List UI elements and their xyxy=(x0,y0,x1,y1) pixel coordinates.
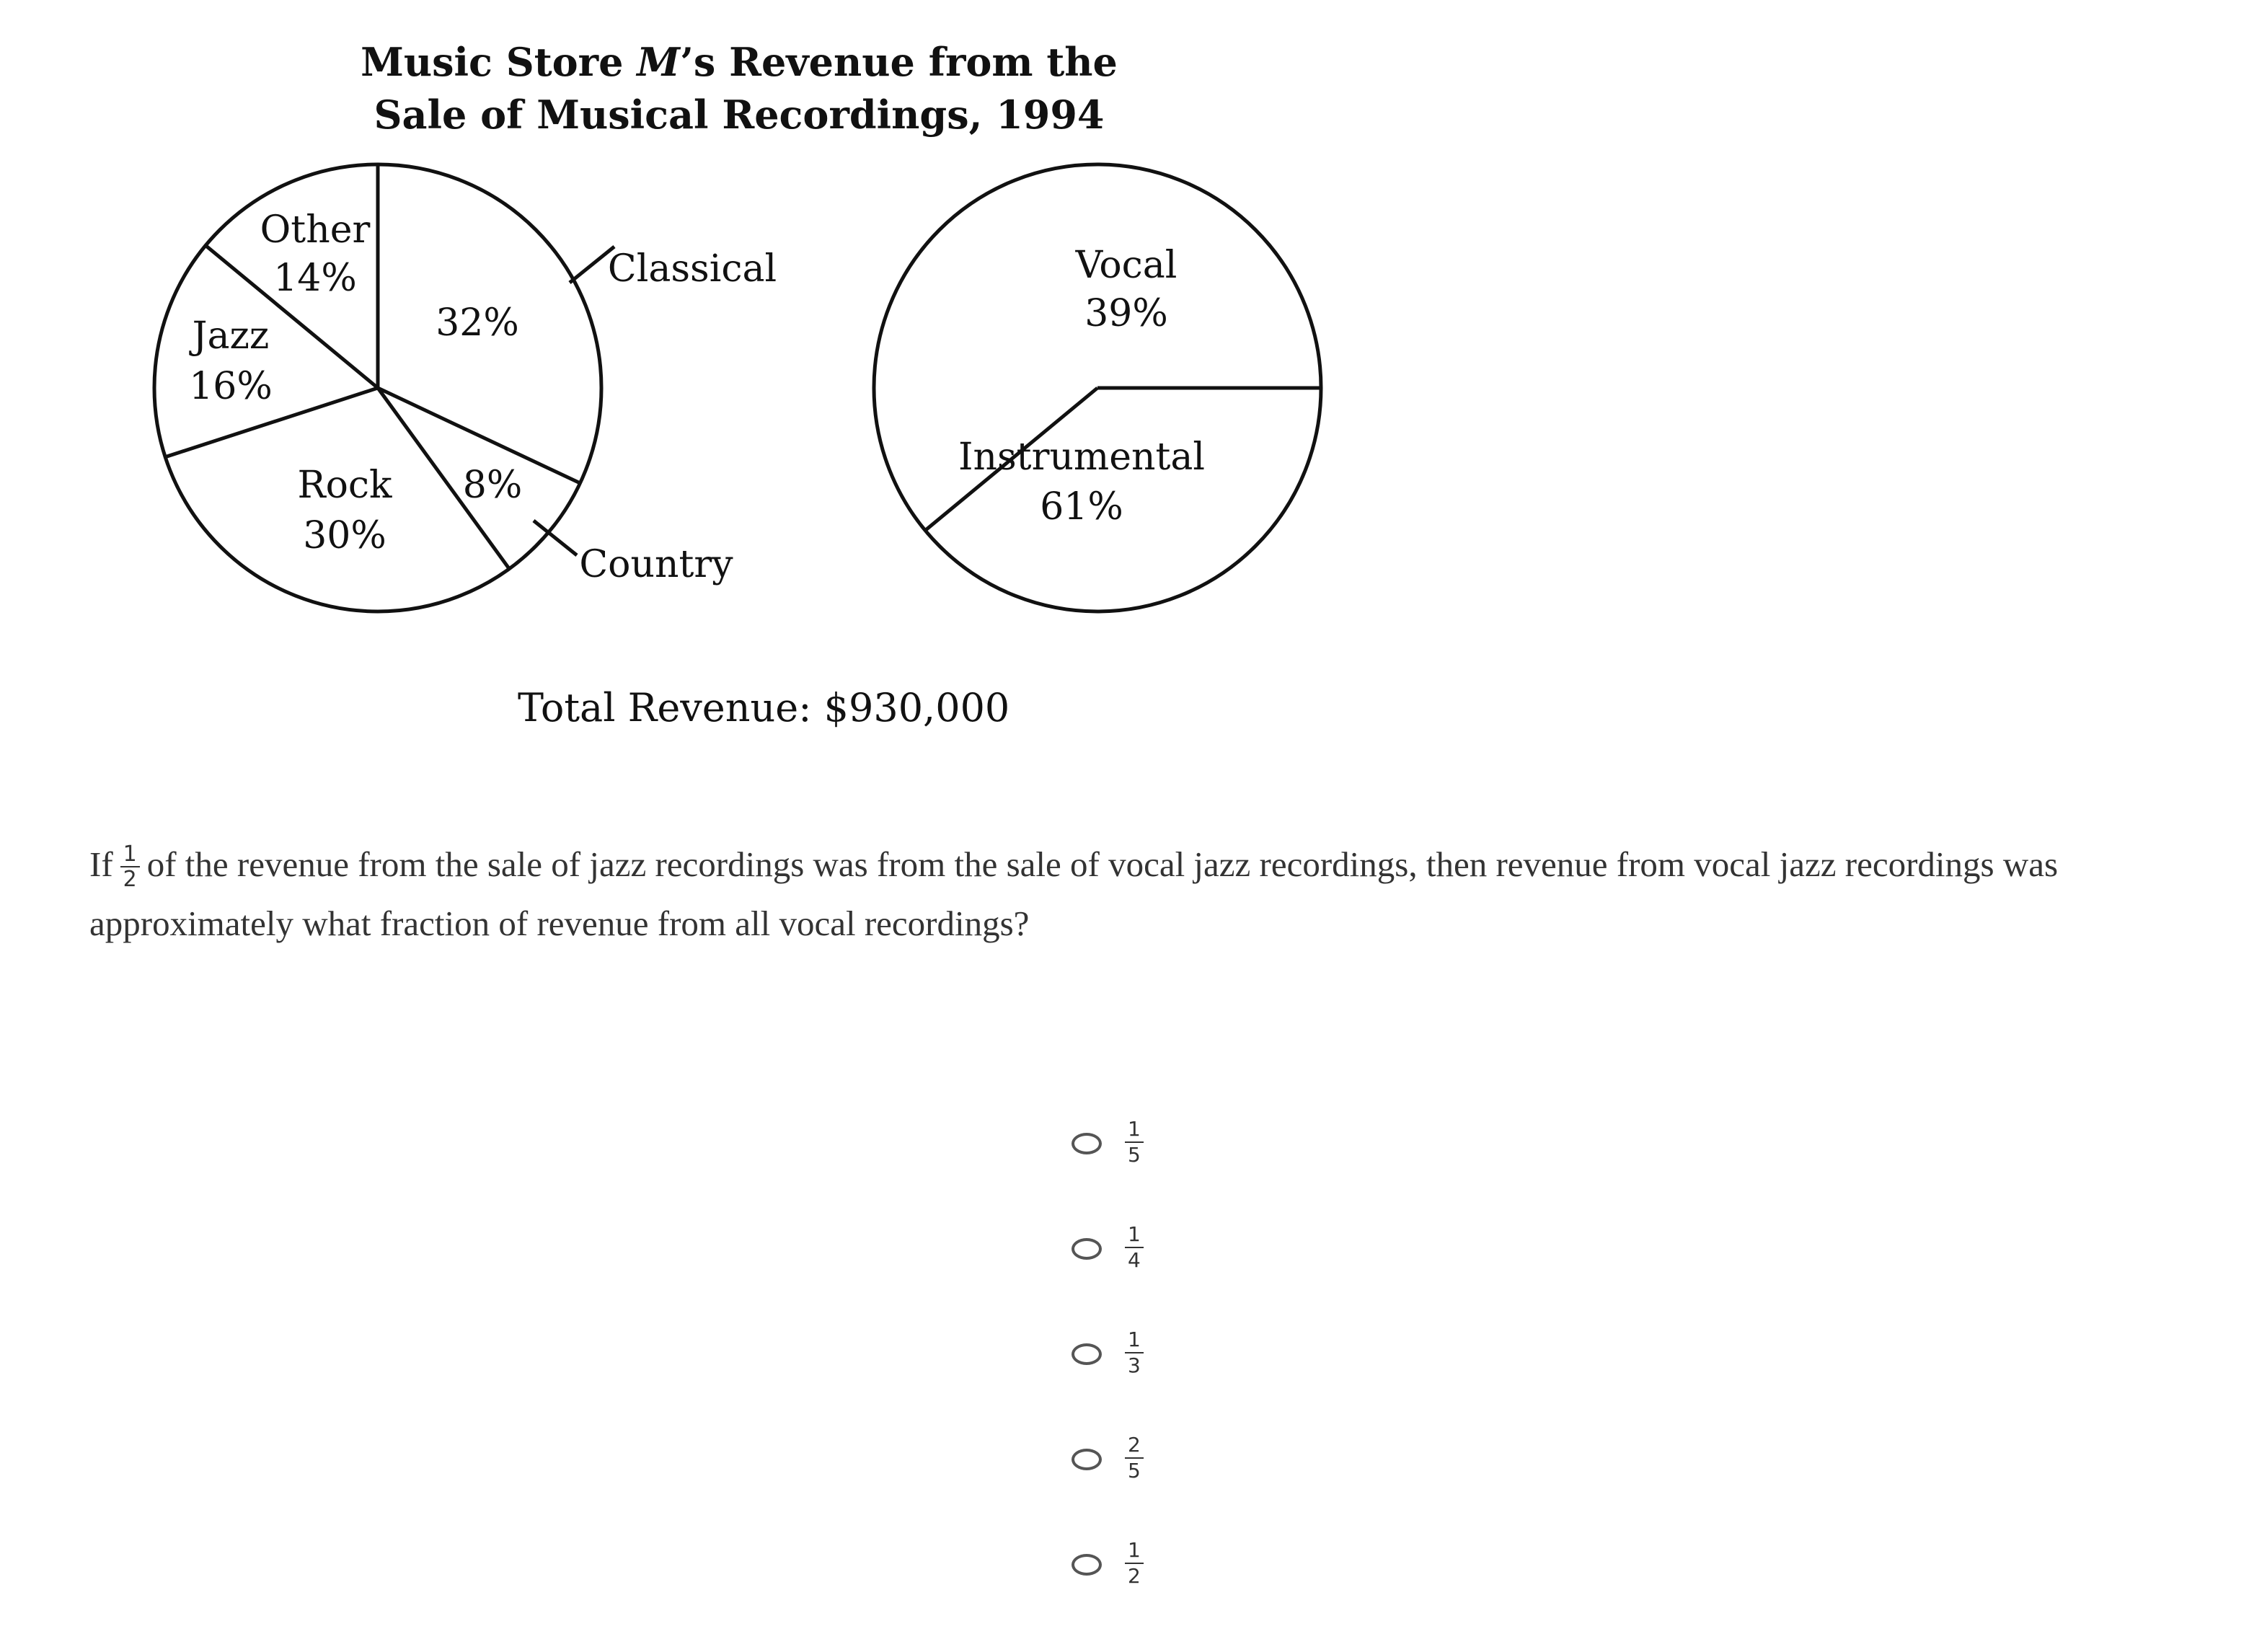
radio-button[interactable] xyxy=(1072,1343,1102,1365)
question-text xyxy=(89,835,2180,953)
vocal-pie-chart xyxy=(874,164,1321,611)
choice-denominator: 2 xyxy=(1128,1564,1141,1588)
slice-value-instrumental: 61% xyxy=(1040,485,1123,529)
radio-button[interactable] xyxy=(1072,1133,1102,1154)
choice-numerator: 1 xyxy=(1125,1118,1144,1143)
answer-choice-4[interactable] xyxy=(1072,1435,1151,1484)
slice-value-country: 8% xyxy=(462,464,523,507)
choice-denominator: 4 xyxy=(1128,1248,1141,1272)
slice-value-rock: 30% xyxy=(303,514,386,557)
choice-numerator: 2 xyxy=(1125,1434,1144,1459)
fraction-numerator: 1 xyxy=(120,843,140,867)
question-body: of the revenue from the sale of jazz recordings was from the sale of vocal jazz recordings, then revenue from vocal jazz recordings was approximately what fraction of revenue from all vocal recordings? xyxy=(89,844,2059,943)
question-fraction xyxy=(120,843,140,891)
choice-denominator: 5 xyxy=(1128,1459,1141,1483)
answer-choice-1[interactable] xyxy=(1072,1119,1151,1168)
chart-title-line-1: Music Store M’s Revenue from the xyxy=(361,39,1118,85)
slice-value-classical: 32% xyxy=(436,301,519,345)
radio-button[interactable] xyxy=(1072,1449,1102,1470)
answer-choice-3[interactable] xyxy=(1072,1330,1151,1379)
choice-denominator: 5 xyxy=(1128,1143,1141,1167)
answer-choice-2[interactable] xyxy=(1072,1224,1151,1273)
slice-label-country: Country xyxy=(579,543,733,586)
revenue-figure xyxy=(0,0,1442,750)
choice-fraction xyxy=(1125,1223,1144,1272)
choice-fraction xyxy=(1125,1539,1144,1588)
choice-fraction xyxy=(1125,1434,1144,1483)
slice-label-other: Other xyxy=(260,208,371,252)
choice-denominator: 3 xyxy=(1128,1353,1141,1377)
slice-value-vocal: 39% xyxy=(1084,292,1168,335)
slice-label-classical: Classical xyxy=(607,247,777,291)
radio-button[interactable] xyxy=(1072,1238,1102,1260)
slice-value-other: 14% xyxy=(273,257,357,300)
choice-fraction xyxy=(1125,1118,1144,1167)
genre-pie-chart xyxy=(154,164,777,611)
slice-value-jazz: 16% xyxy=(189,365,273,408)
chart-title-line-2: Sale of Musical Recordings, 1994 xyxy=(374,92,1105,138)
choice-numerator: 1 xyxy=(1125,1328,1144,1353)
slice-label-vocal: Vocal xyxy=(1075,244,1177,287)
radio-button[interactable] xyxy=(1072,1554,1102,1576)
slice-label-rock: Rock xyxy=(297,464,392,507)
choice-numerator: 1 xyxy=(1125,1223,1144,1248)
slice-label-jazz: Jazz xyxy=(192,314,270,358)
choice-fraction xyxy=(1125,1328,1144,1377)
choice-numerator: 1 xyxy=(1125,1539,1144,1564)
total-revenue: Total Revenue: $930,000 xyxy=(518,685,1010,730)
slice-label-instrumental: Instrumental xyxy=(958,436,1206,479)
question-lead: If xyxy=(89,844,113,884)
answer-choice-5[interactable] xyxy=(1072,1540,1151,1589)
fraction-denominator: 2 xyxy=(123,866,137,892)
